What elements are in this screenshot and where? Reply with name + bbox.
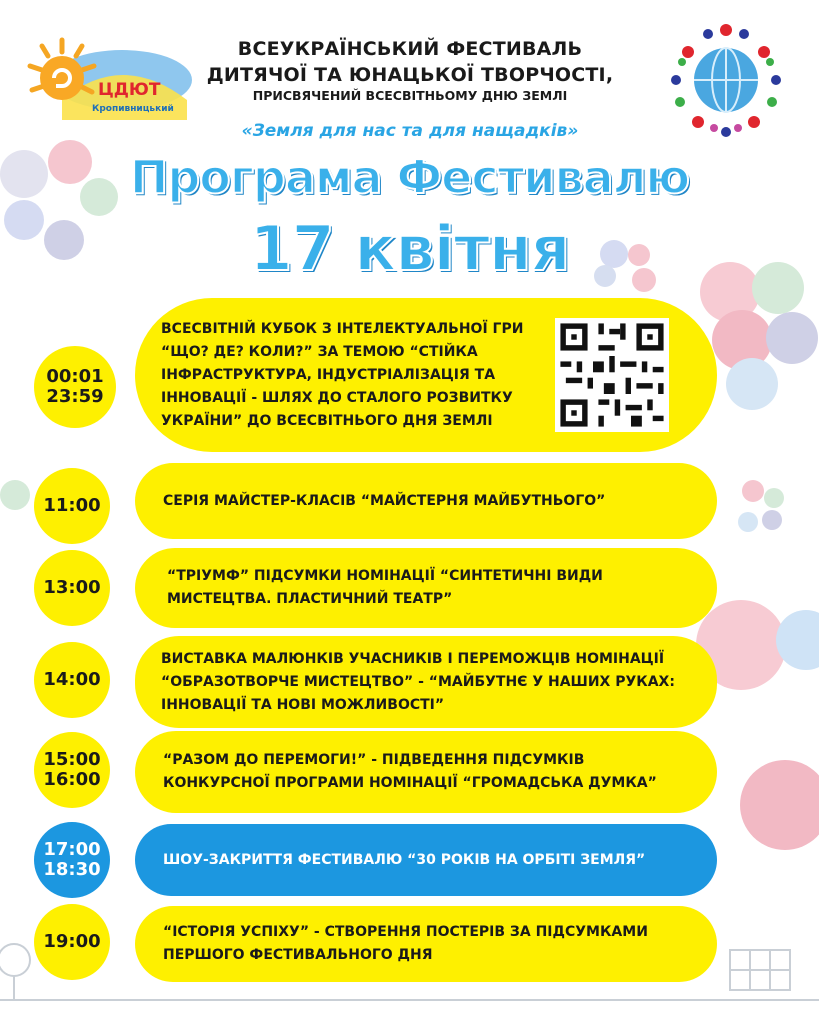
decor-circle bbox=[738, 512, 758, 532]
event-text: “РАЗОМ ДО ПЕРЕМОГИ!” - ПІДВЕДЕННЯ ПІДСУМКІВ КОНКУРСНОЇ ПРОГРАМИ НОМІНАЦІЇ “ГРОМАДСЬКА ДУМКА” bbox=[163, 752, 657, 791]
header-line-1: ВСЕУКРАЇНСЬКИЙ ФЕСТИВАЛЬ bbox=[237, 38, 583, 60]
landscape-outline bbox=[0, 930, 819, 1024]
time-circle bbox=[34, 642, 110, 718]
time-label: 19:00 bbox=[43, 931, 101, 952]
logo-subtext: Кропивницький bbox=[92, 104, 174, 114]
time-label: 00:01 23:59 bbox=[46, 366, 104, 407]
festival-motto: «Земля для нас та для нащадків» bbox=[241, 121, 579, 141]
header-line-2: ДИТЯЧОЇ ТА ЮНАЦЬКОЇ ТВОРЧОСТІ, bbox=[206, 64, 614, 86]
event-text: СЕРІЯ МАЙСТЕР-КЛАСІВ “МАЙСТЕРНЯ МАЙБУТНЬОГО” bbox=[163, 492, 606, 509]
time-label: 13:00 bbox=[43, 577, 101, 598]
page-date: 17 квітня bbox=[249, 212, 570, 285]
time-circle bbox=[34, 468, 110, 544]
event-text: ШОУ-ЗАКРИТТЯ ФЕСТИВАЛЮ “30 РОКІВ НА ОРБІТІ ЗЕМЛЯ” bbox=[163, 851, 646, 868]
page-title: Програма Фестивалю bbox=[129, 150, 690, 204]
festival-header bbox=[190, 36, 630, 104]
event-text: ВИСТАВКА МАЛЮНКІВ УЧАСНИКІВ І ПЕРЕМОЖЦІВ НОМІНАЦІЇ “ОБРАЗОТВОРЧЕ МИСТЕЦТВО” - “МАЙБУТНЄ У НАШИХ РУКАХ: ІННОВАЦІЇ ТА НОВІ МОЖЛИВОСТІ” bbox=[161, 650, 675, 713]
time-circle bbox=[34, 346, 116, 428]
time-label: 15:00 16:00 bbox=[43, 749, 101, 790]
logo-text: ЦДЮТ bbox=[98, 80, 161, 100]
decor-circle bbox=[764, 488, 784, 508]
event-text: “ІСТОРІЯ УСПІХУ” - СТВОРЕННЯ ПОСТЕРІВ ЗА ПІДСУМКАМИ ПЕРШОГО ФЕСТИВАЛЬНОГО ДНЯ bbox=[163, 924, 648, 963]
globe-people-logo-icon bbox=[668, 22, 784, 138]
header-line-3: ПРИСВЯЧЕНИЙ ВСЕСВІТНЬОМУ ДНЮ ЗЕМЛІ bbox=[252, 88, 568, 103]
time-circle bbox=[34, 732, 110, 808]
time-circle bbox=[34, 550, 110, 626]
decor-circle bbox=[766, 312, 818, 364]
event-pill bbox=[135, 824, 717, 896]
time-label: 14:00 bbox=[43, 669, 101, 690]
decor-circle bbox=[742, 480, 764, 502]
decor-circle bbox=[726, 358, 778, 410]
qr-code-icon[interactable] bbox=[555, 318, 669, 432]
event-pill bbox=[135, 731, 717, 813]
time-label: 11:00 bbox=[43, 495, 101, 516]
event-pill bbox=[135, 548, 717, 628]
event-pill bbox=[135, 636, 717, 728]
time-label: 17:00 18:30 bbox=[43, 839, 101, 880]
time-circle bbox=[34, 822, 110, 898]
decor-circle bbox=[0, 480, 30, 510]
event-pill bbox=[135, 463, 717, 539]
event-text: “ТРІУМФ” ПІДСУМКИ НОМІНАЦІЇ “СИНТЕТИЧНІ ВИДИ МИСТЕЦТВА. ПЛАСТИЧНИЙ ТЕАТР” bbox=[167, 568, 603, 607]
decor-circle bbox=[740, 760, 819, 850]
event-text: ВСЕСВІТНІЙ КУБОК З ІНТЕЛЕКТУАЛЬНОЇ ГРИ “ЩО? ДЕ? КОЛИ?” ЗА ТЕМОЮ “СТІЙКА ІНФРАСТРУКТУРА, ІНДУСТРІАЛІЗАЦІЯ ТА ІННОВАЦІЇ - ШЛЯХ ДО СТАЛОГО РОЗВИТКУ УКРАЇНИ” ДО ВСЕСВІТНЬОГО ДНЯ ЗЕМЛІ bbox=[161, 320, 524, 429]
decor-circle bbox=[762, 510, 782, 530]
